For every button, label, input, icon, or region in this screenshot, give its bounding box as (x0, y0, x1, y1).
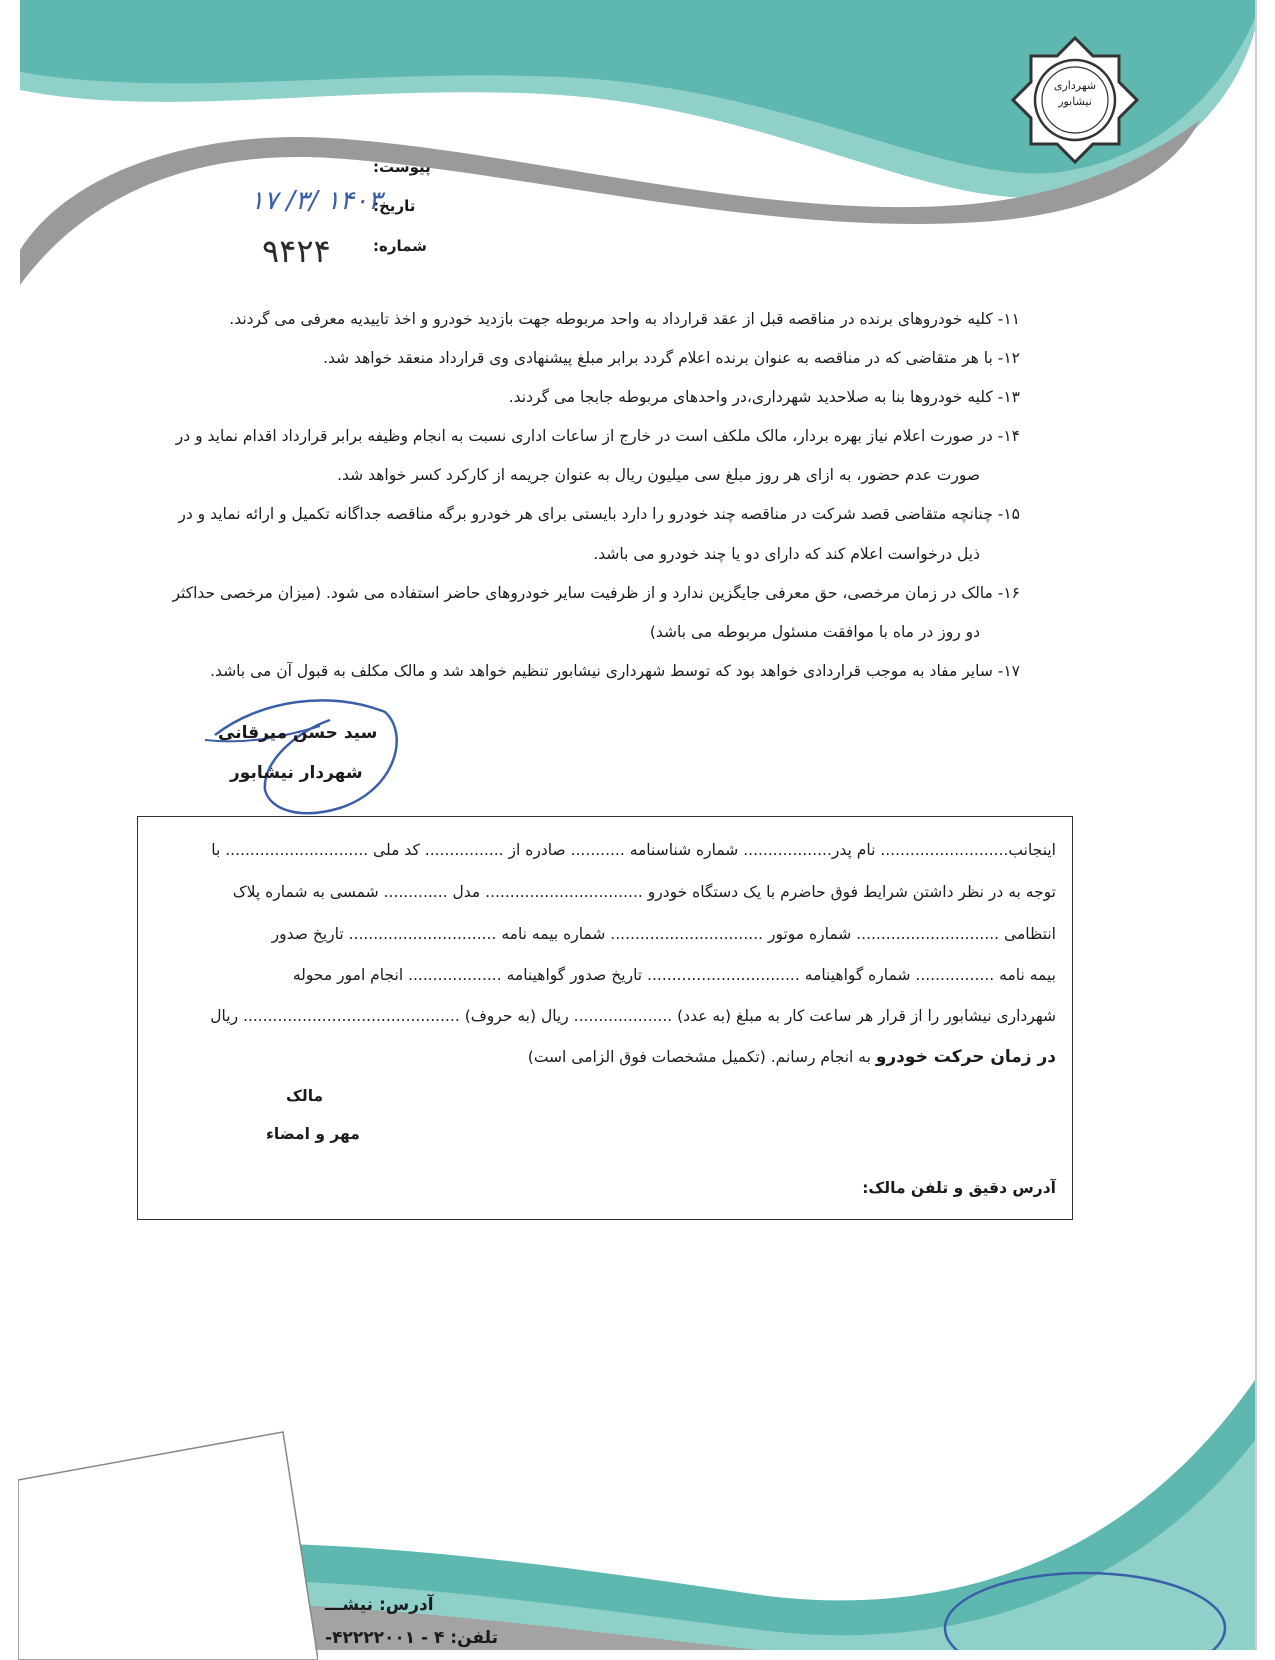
form-line-6 (156, 1047, 1056, 1067)
municipality-logo (1045, 78, 1105, 110)
clause-16-continued: دو روز در ماه با موافقت مسئول مربوطه می باشد) (649, 623, 980, 641)
clause-11: ۱۱- کلیه خودروهای برنده در مناقصه قبل از عقد قرارداد به واحد مربوطه جهت بازدید خودرو و اخذ تاییدیه معرفی می گردند. (229, 310, 1020, 328)
form-line-2: توجه به در نظر داشتن شرایط فوق حاضرم با یک دستگاه خودرو ................................ مدل ............. شمسی به شماره پلاک (232, 883, 1056, 901)
form-line-3: انتظامی ............................. شماره موتور ............................... شماره بیمه نامه .............................. تاریخ صدور (271, 925, 1056, 943)
signatory-name: سید حسن میرقانی (218, 723, 378, 743)
logo-text-line2: نیشابور (1058, 95, 1092, 108)
date-label: تاریخ: (373, 197, 416, 215)
form-line-5: شهرداری نیشابور را از قرار هر ساعت کار به مبلغ (به عدد) .................... ریال (به حروف) ............................................ ریال (210, 1007, 1056, 1025)
clause-15: ۱۵- چنانچه متقاضی قصد شرکت در مناقصه چند خودرو را دارد بایستی برای هر خودرو برگه مناقصه جداگانه تکمیل و ارائه نماید و در (178, 505, 1020, 523)
form-final-rest: به انجام رسانم. (تکمیل مشخصات فوق الزامی است) (527, 1048, 876, 1066)
seal-signature-label: مهر و امضاء (266, 1125, 360, 1143)
footer-phone: تلفن: ۴ - ۴۲۲۲۲۰۰۱- (325, 1628, 498, 1648)
form-final-bold: در زمان حرکت خودرو (875, 1047, 1056, 1067)
overlapping-paper (18, 1400, 318, 1660)
number-label: شماره: (373, 237, 427, 255)
clause-15-continued: ذیل درخواست اعلام کند که دارای دو یا چند خودرو می باشد. (593, 545, 980, 563)
form-line-4: بیمه نامه ................ شماره گواهینامه ............................... تاریخ صدور گواهینامه ................... انجام امور محوله (292, 966, 1056, 984)
form-line-1: اینجانب.......................... نام پدر.................. شماره شناسنامه ........... صادره از ................ کد ملی ............................. با (211, 841, 1056, 859)
number-value: ۹۴۲۴ (262, 232, 331, 270)
clause-16: ۱۶- مالک در زمان مرخصی، حق معرفی جایگزین ندارد و از ظرفیت سایر خودروهای حاضر استفاده می شود. (میزان مرخصی حداکثر (172, 584, 1020, 602)
owner-label: مالک (286, 1087, 324, 1105)
owner-form (137, 816, 1073, 1220)
clause-14: ۱۴- در صورت اعلام نیاز بهره بردار، مالک ملکف است در خارج از ساعات اداری نسبت به انجام وظیفه برابر قرارداد اقدام نماید و در (175, 427, 1020, 445)
logo-text-line1: شهرداری (1053, 79, 1097, 92)
date-value: ۱۴۰۳ /۳/ ۱۷ (250, 186, 382, 216)
footer-address: آدرس: نیشـــ (325, 1595, 434, 1615)
clause-14-continued: صورت عدم حضور، به ازای هر روز مبلغ سی میلیون ریال به عنوان جریمه از کارکرد کسر خواهد شد. (337, 466, 980, 484)
owner-address-label: آدرس دقیق و تلفن مالک: (862, 1179, 1056, 1197)
signatory-title: شهردار نیشابور (230, 763, 363, 783)
clause-17: ۱۷- سایر مفاد به موجب قراردادی خواهد بود که توسط شهرداری نیشابور تنظیم خواهد شد و مالک مکلف به قبول آن می باشد. (210, 662, 1020, 680)
clause-13: ۱۳- کلیه خودروها بنا به صلاحدید شهرداری،در واحدهای مربوطه جابجا می گردند. (508, 388, 1020, 406)
clause-12: ۱۲- با هر متقاضی که در مناقصه به عنوان برنده اعلام گردد برابر مبلغ پیشنهادی وی قرارداد منعقد خواهد شد. (323, 349, 1020, 367)
attachment-label: پیوست: (373, 158, 431, 176)
